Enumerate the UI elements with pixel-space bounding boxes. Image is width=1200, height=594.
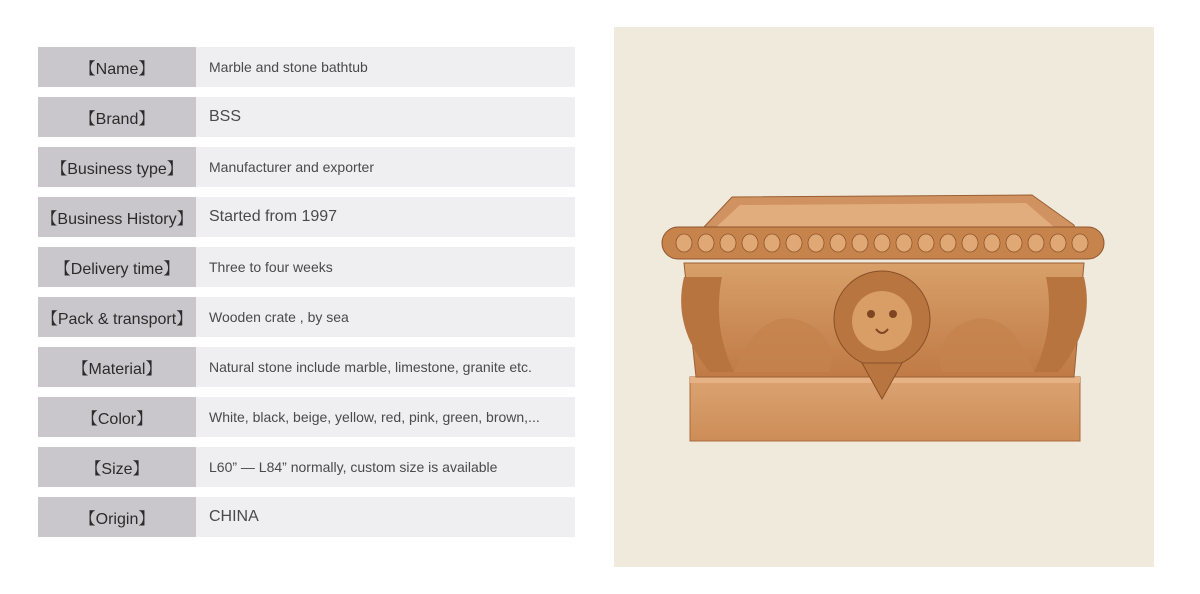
- spec-row-origin: [38, 497, 575, 537]
- spec-value: Three to four weeks: [196, 247, 575, 287]
- spec-key: 【Name】: [38, 47, 196, 87]
- spec-value: CHINA: [196, 497, 575, 537]
- spec-key: 【Material】: [38, 347, 196, 387]
- spec-value: BSS: [196, 97, 575, 137]
- spec-key: 【Color】: [38, 397, 196, 437]
- spec-row-business-type: [38, 147, 575, 187]
- spec-row-color: [38, 397, 575, 437]
- spec-value: Marble and stone bathtub: [196, 47, 575, 87]
- spec-key: 【Business History】: [38, 197, 196, 237]
- spec-value: Started from 1997: [196, 197, 575, 237]
- spec-key: 【Delivery time】: [38, 247, 196, 287]
- spec-row-business-history: [38, 197, 575, 237]
- spec-row-delivery-time: [38, 247, 575, 287]
- spec-key: 【Size】: [38, 447, 196, 487]
- spec-row-pack-transport: [38, 297, 575, 337]
- spec-value: Natural stone include marble, limestone, granite etc.: [196, 347, 575, 387]
- spec-key: 【Brand】: [38, 97, 196, 137]
- spec-value: White, black, beige, yellow, red, pink, green, brown,...: [196, 397, 575, 437]
- bathtub-image: [614, 27, 1154, 567]
- spec-row-name: [38, 47, 575, 87]
- spec-value: L60” — L84” normally, custom size is available: [196, 447, 575, 487]
- spec-key: 【Origin】: [38, 497, 196, 537]
- product-photo-panel: [614, 27, 1154, 567]
- spec-row-brand: [38, 97, 575, 137]
- spec-value: Wooden crate , by sea: [196, 297, 575, 337]
- spec-key: 【Business type】: [38, 147, 196, 187]
- spec-row-material: [38, 347, 575, 387]
- spec-table: [38, 47, 575, 547]
- spec-key: 【Pack & transport】: [38, 297, 196, 337]
- spec-row-size: [38, 447, 575, 487]
- spec-value: Manufacturer and exporter: [196, 147, 575, 187]
